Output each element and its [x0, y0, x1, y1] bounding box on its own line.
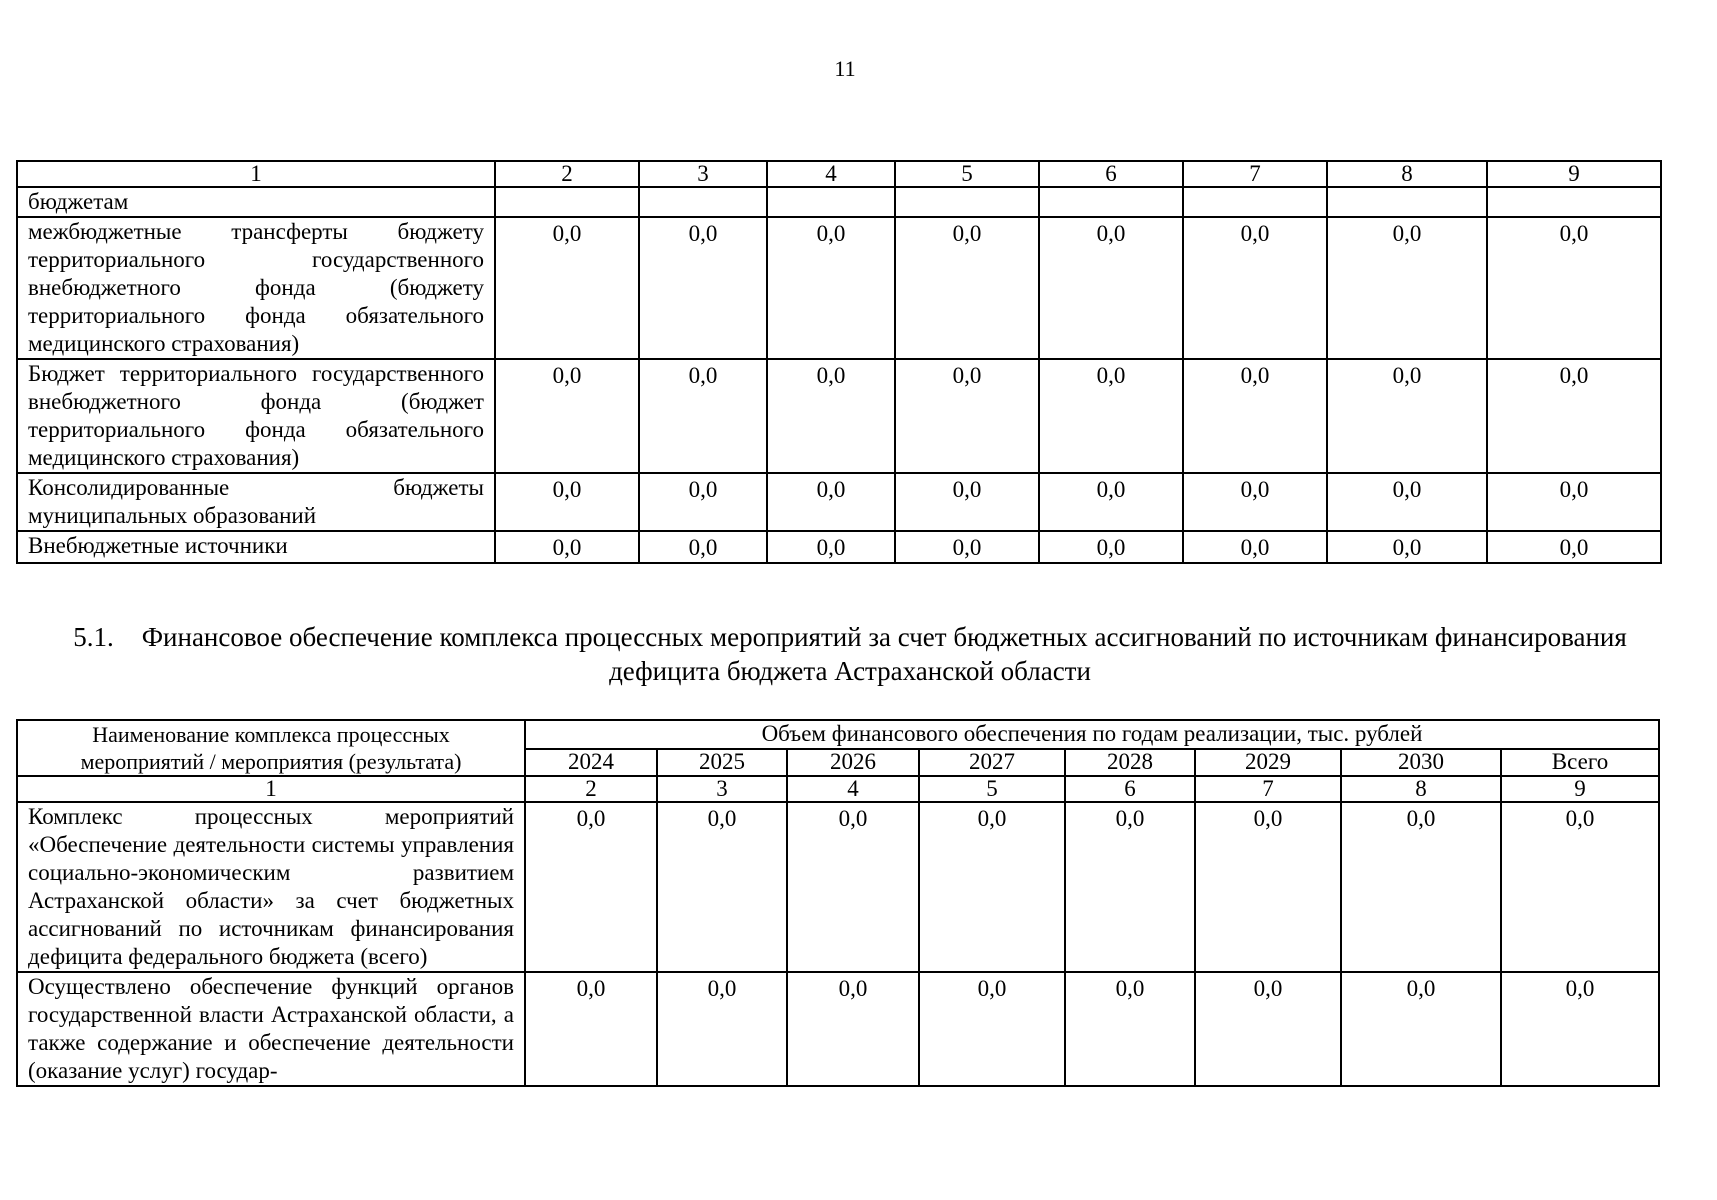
- page-number: 11: [834, 56, 856, 81]
- value-cell: 0,0: [1065, 802, 1195, 972]
- table-row: [17, 531, 1661, 563]
- value-cell: 0,0: [767, 473, 895, 531]
- total-header: Всего: [1501, 749, 1659, 776]
- value-cell: [1039, 187, 1183, 217]
- value-cell: 0,0: [767, 217, 895, 359]
- value-cell: 0,0: [895, 531, 1039, 563]
- row-name: Осуществлено обеспечение функций органов государственной власти Астраханской области, а также содержание и обеспечение деятельности (оказание услуг) государ-: [17, 972, 525, 1086]
- value-cell: 0,0: [1195, 972, 1341, 1086]
- col-num: 7: [1195, 776, 1341, 802]
- value-cell: [1183, 187, 1327, 217]
- value-cell: 0,0: [1487, 217, 1661, 359]
- value-cell: 0,0: [1065, 972, 1195, 1086]
- value-cell: 0,0: [1341, 802, 1501, 972]
- value-cell: 0,0: [895, 217, 1039, 359]
- col-num: 8: [1341, 776, 1501, 802]
- table-row: [17, 187, 1661, 217]
- value-cell: 0,0: [787, 972, 919, 1086]
- value-cell: 0,0: [1327, 359, 1487, 473]
- row-name: Комплекс процессных мероприятий «Обеспечение деятельности системы управления социально-экономическим развитием Астраханской области» за счет бюджетных ассигнований по источникам финансирования дефицита федерального бюджета (всего): [17, 802, 525, 972]
- funding-table: [16, 719, 1660, 1087]
- value-cell: 0,0: [1487, 359, 1661, 473]
- col-num: 2: [525, 776, 657, 802]
- value-cell: 0,0: [1183, 359, 1327, 473]
- row-name: бюджетам: [17, 187, 495, 217]
- value-cell: 0,0: [495, 217, 639, 359]
- value-cell: [495, 187, 639, 217]
- col-num: 9: [1501, 776, 1659, 802]
- row-name: Бюджет территориального государственного внебюджетного фонда (бюджет территориального фонда обязательного медицинского страхования): [17, 359, 495, 473]
- year-header: 2024: [525, 749, 657, 776]
- value-cell: 0,0: [495, 473, 639, 531]
- col-num: 9: [1487, 161, 1661, 187]
- value-cell: 0,0: [1183, 217, 1327, 359]
- year-header: 2028: [1065, 749, 1195, 776]
- table-row: [17, 359, 1661, 473]
- year-header: 2027: [919, 749, 1065, 776]
- year-header: 2030: [1341, 749, 1501, 776]
- value-cell: 0,0: [895, 473, 1039, 531]
- table-row: [17, 802, 1659, 972]
- value-cell: 0,0: [1039, 359, 1183, 473]
- table-row: [17, 972, 1659, 1086]
- col-num: 1: [17, 161, 495, 187]
- value-cell: 0,0: [639, 217, 767, 359]
- col-num: 4: [767, 161, 895, 187]
- header-row: [17, 720, 1659, 749]
- value-cell: 0,0: [639, 473, 767, 531]
- funding-group-header: Объем финансового обеспечения по годам реализации, тыс. рублей: [525, 720, 1659, 749]
- value-cell: 0,0: [1501, 802, 1659, 972]
- value-cell: 0,0: [1327, 473, 1487, 531]
- value-cell: 0,0: [1039, 217, 1183, 359]
- year-header: 2029: [1195, 749, 1341, 776]
- value-cell: 0,0: [525, 802, 657, 972]
- value-cell: 0,0: [495, 531, 639, 563]
- value-cell: 0,0: [1327, 217, 1487, 359]
- column-number-row: [17, 161, 1661, 187]
- year-header: 2026: [787, 749, 919, 776]
- name-column-header: Наименование комплекса процессных мероприятий / мероприятия (результата): [17, 720, 525, 776]
- value-cell: 0,0: [1341, 972, 1501, 1086]
- row-name: Консолидированные бюджеты муниципальных образований: [17, 473, 495, 531]
- value-cell: 0,0: [1327, 531, 1487, 563]
- section-number: 5.1.: [73, 622, 114, 652]
- value-cell: 0,0: [1501, 972, 1659, 1086]
- value-cell: 0,0: [1183, 531, 1327, 563]
- column-number-row: [17, 776, 1659, 802]
- value-cell: 0,0: [525, 972, 657, 1086]
- value-cell: 0,0: [1195, 802, 1341, 972]
- funding-table-continued: [16, 160, 1662, 564]
- col-num: 4: [787, 776, 919, 802]
- year-header: 2025: [657, 749, 787, 776]
- value-cell: 0,0: [1183, 473, 1327, 531]
- section-heading: [50, 620, 1650, 688]
- value-cell: 0,0: [1039, 531, 1183, 563]
- section-title: Финансовое обеспечение комплекса процессных мероприятий за счет бюджетных ассигнований по источникам финансирования дефицита бюджета Астраханской области: [141, 622, 1627, 686]
- value-cell: 0,0: [1487, 473, 1661, 531]
- value-cell: 0,0: [657, 802, 787, 972]
- col-num: 5: [919, 776, 1065, 802]
- value-cell: 0,0: [495, 359, 639, 473]
- value-cell: 0,0: [919, 802, 1065, 972]
- value-cell: [767, 187, 895, 217]
- value-cell: [639, 187, 767, 217]
- col-num: 3: [639, 161, 767, 187]
- value-cell: 0,0: [1487, 531, 1661, 563]
- value-cell: 0,0: [639, 359, 767, 473]
- table-row: [17, 473, 1661, 531]
- value-cell: 0,0: [639, 531, 767, 563]
- row-name: Внебюджетные источники: [17, 531, 495, 563]
- value-cell: 0,0: [767, 531, 895, 563]
- table-row: [17, 217, 1661, 359]
- value-cell: 0,0: [787, 802, 919, 972]
- row-name: межбюджетные трансферты бюджету территориального государственного внебюджетного фонда (бюджету территориального фонда обязательного медицинского страхования): [17, 217, 495, 359]
- value-cell: 0,0: [1039, 473, 1183, 531]
- value-cell: 0,0: [657, 972, 787, 1086]
- value-cell: [895, 187, 1039, 217]
- value-cell: 0,0: [919, 972, 1065, 1086]
- value-cell: [1487, 187, 1661, 217]
- col-num: 8: [1327, 161, 1487, 187]
- col-num: 2: [495, 161, 639, 187]
- value-cell: [1327, 187, 1487, 217]
- value-cell: 0,0: [767, 359, 895, 473]
- col-num: 6: [1065, 776, 1195, 802]
- value-cell: 0,0: [895, 359, 1039, 473]
- col-num: 7: [1183, 161, 1327, 187]
- col-num: 6: [1039, 161, 1183, 187]
- col-num: 1: [17, 776, 525, 802]
- col-num: 5: [895, 161, 1039, 187]
- col-num: 3: [657, 776, 787, 802]
